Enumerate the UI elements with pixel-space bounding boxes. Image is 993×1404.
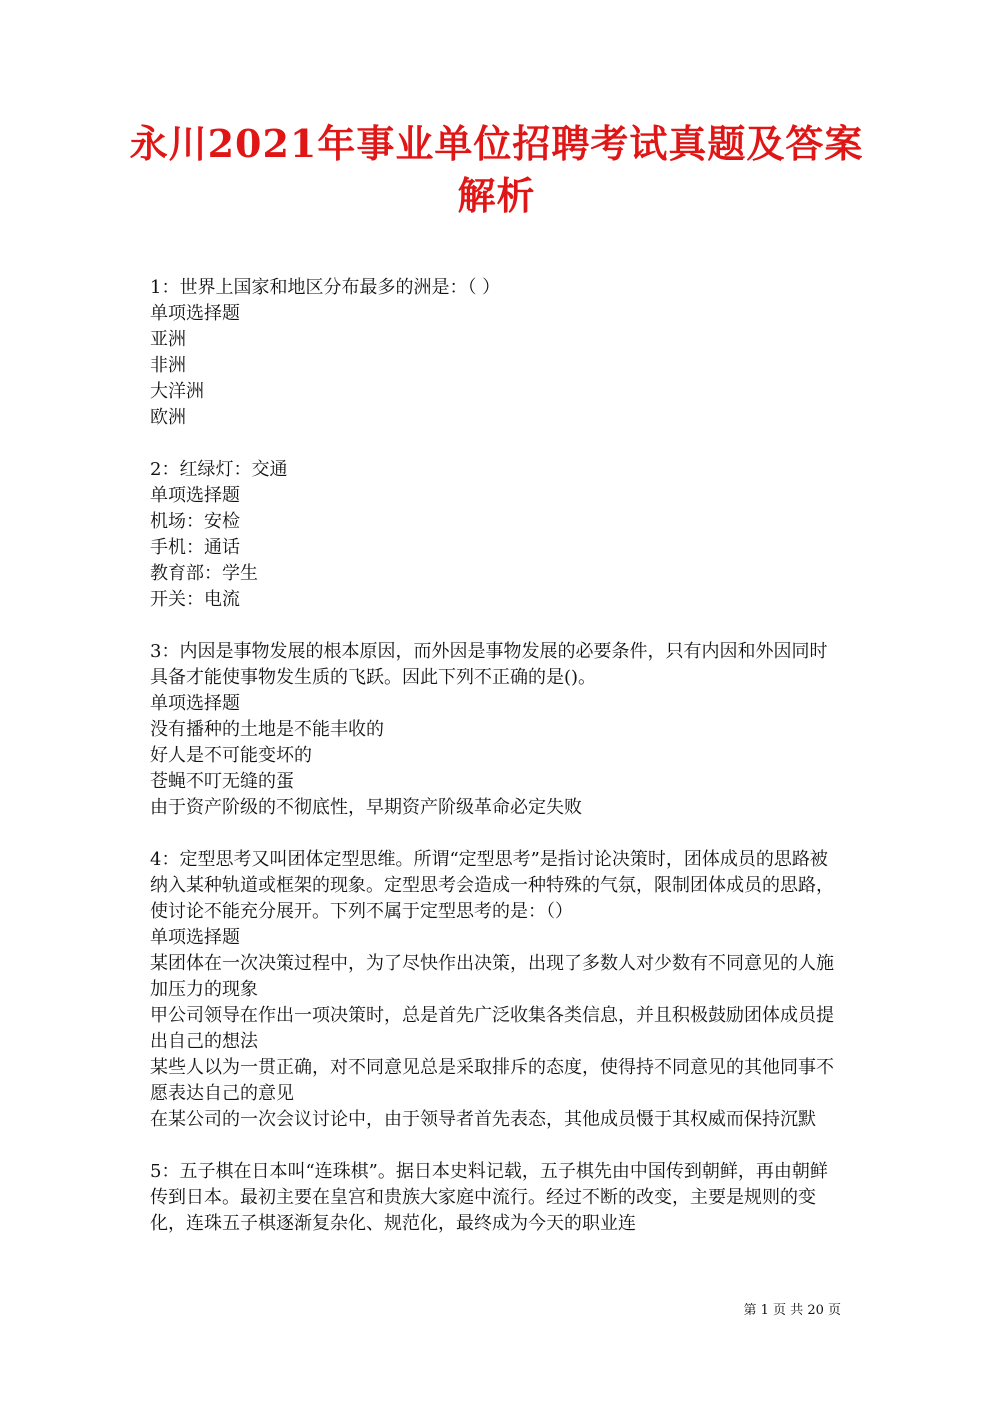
- question-type: 单项选择题: [150, 927, 240, 948]
- option: 非洲: [150, 355, 186, 376]
- option: 好人是不可能变坏的: [150, 745, 312, 766]
- option: 亚洲: [150, 329, 186, 350]
- option: 机场：安检: [150, 511, 240, 532]
- question-stem: 1：世界上国家和地区分布最多的洲是：（ ）: [150, 277, 501, 298]
- question-4: [150, 847, 842, 1133]
- option: 苍蝇不叮无缝的蛋: [150, 771, 294, 792]
- page-number: 第 1 页 共 20 页: [743, 1303, 841, 1318]
- option: 甲公司领导在作出一项决策时，总是首先广泛收集各类信息，并且积极鼓励团体成员提出自己的想法: [150, 1005, 834, 1052]
- option: 某些人以为一贯正确，对不同意见总是采取排斥的态度，使得持不同意见的其他同事不愿表达自己的意见: [150, 1057, 834, 1104]
- question-type: 单项选择题: [150, 693, 240, 714]
- question-1: [150, 275, 842, 431]
- question-stem: 5：五子棋在日本叫“连珠棋”。据日本史料记载，五子棋先由中国传到朝鲜，再由朝鲜传到日本。最初主要在皇宫和贵族大家庭中流行。经过不断的改变，主要是规则的变化，连珠五子棋逐渐复杂化、规范化，最终成为今天的职业连: [150, 1161, 828, 1234]
- option: 欧洲: [150, 407, 186, 428]
- question-type: 单项选择题: [150, 303, 240, 324]
- question-stem: 4：定型思考又叫团体定型思维。所谓“定型思考”是指讨论决策时，团体成员的思路被纳入某种轨道或框架的现象。定型思考会造成一种特殊的气氛，限制团体成员的思路，使讨论不能充分展开。下列不属于定型思考的是：（）: [150, 849, 834, 922]
- option: 在某公司的一次会议讨论中，由于领导者首先表态，其他成员慑于其权威而保持沉默: [150, 1109, 816, 1130]
- option: 某团体在一次决策过程中，为了尽快作出决策，出现了多数人对少数有不同意见的人施加压力的现象: [150, 953, 834, 1000]
- option: 开关：电流: [150, 589, 240, 610]
- option: 由于资产阶级的不彻底性，早期资产阶级革命必定失败: [150, 797, 582, 818]
- question-2: [150, 457, 842, 613]
- option: 教育部：学生: [150, 563, 258, 584]
- question-stem: 2：红绿灯：交通: [150, 459, 288, 480]
- question-5: [150, 1159, 842, 1237]
- question-stem: 3：内因是事物发展的根本原因，而外因是事物发展的必要条件，只有内因和外因同时具备才能使事物发生质的飞跃。因此下列不正确的是()。: [150, 641, 828, 688]
- question-list: [150, 275, 842, 1263]
- question-type: 单项选择题: [150, 485, 240, 506]
- question-3: [150, 639, 842, 821]
- option: 手机：通话: [150, 537, 240, 558]
- option: 没有播种的土地是不能丰收的: [150, 719, 384, 740]
- document-title: 永川2021年事业单位招聘考试真题及答案解析: [129, 121, 864, 218]
- option: 大洋洲: [150, 381, 204, 402]
